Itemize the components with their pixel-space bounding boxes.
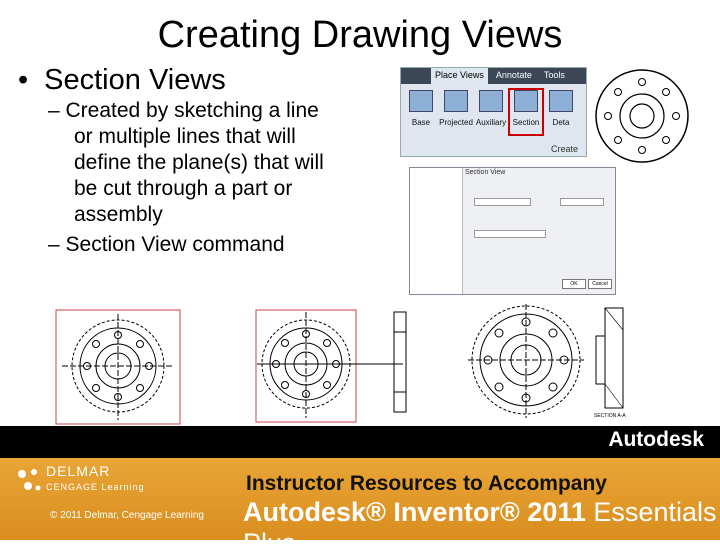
detail-button[interactable]: Deta [545, 90, 577, 134]
section-button[interactable]: Section [510, 90, 542, 134]
section-view-icon [514, 90, 538, 112]
scale-field[interactable] [560, 198, 604, 206]
drawing-section-result [468, 300, 628, 426]
cengage-wordmark: CENGAGE Learning [46, 482, 145, 492]
projected-view-icon [444, 90, 468, 112]
tab-place-views[interactable]: Place Views [431, 68, 488, 84]
ok-button[interactable]: OK [562, 279, 586, 289]
ribbon-tabs [401, 68, 586, 84]
view-identifier-field[interactable] [474, 198, 531, 206]
projected-button[interactable]: Projected [440, 90, 472, 134]
section-view-dialog [409, 167, 616, 295]
dialog-title: Section View [465, 169, 506, 176]
tab-tools[interactable]: Tools [543, 70, 565, 80]
section-depth-field[interactable] [474, 230, 546, 238]
slide-title: Creating Drawing Views [157, 14, 563, 56]
drawing-base-view [54, 308, 182, 426]
ribbon-screenshot [400, 67, 587, 157]
product-title-bold: Autodesk® Inventor® 2011 [243, 497, 586, 527]
instructor-resources-text: Instructor Resources to Accompany [246, 472, 607, 495]
cancel-button[interactable]: Cancel [588, 279, 612, 289]
delmar-logo-icon [16, 466, 42, 496]
subbullet-line-5: assembly [74, 203, 163, 226]
auxiliary-button[interactable]: Auxiliary [475, 90, 507, 134]
bullet-section-views: • Section Views [18, 64, 226, 96]
drawing-section-line [253, 302, 413, 426]
base-button[interactable]: Base [405, 90, 437, 134]
section-label: SECTION A-A [594, 413, 626, 419]
autodesk-logo: Autodesk [608, 428, 704, 451]
delmar-wordmark: DELMAR [46, 463, 111, 479]
tab-annotate[interactable]: Annotate [495, 70, 532, 80]
subbullet-line-6: – Section View command [48, 233, 285, 256]
subbullet-line-2: or multiple lines that will [74, 125, 296, 148]
product-title-light: Essentials Plus [243, 497, 717, 558]
browser-pane [410, 168, 463, 294]
copyright-text: © 2011 Delmar, Cengage Learning [50, 510, 204, 521]
bullet-label: Section Views [44, 64, 226, 96]
product-title [243, 497, 720, 559]
base-view-icon [409, 90, 433, 112]
auxiliary-view-icon [479, 90, 503, 112]
subbullet-line-3: define the plane(s) that will [74, 151, 324, 174]
ribbon-group-label: Create [550, 144, 578, 154]
subbullet-line-1: – Created by sketching a line [48, 99, 319, 122]
flange-drawing-top [592, 62, 696, 178]
subbullet-line-4: be cut through a part or [74, 177, 293, 200]
detail-view-icon [549, 90, 573, 112]
